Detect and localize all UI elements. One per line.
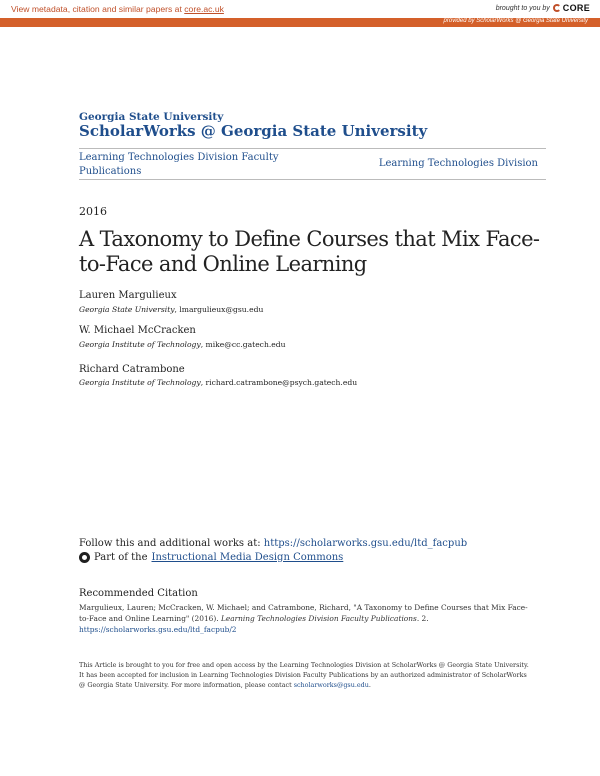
author-name: Lauren Margulieux — [79, 290, 177, 301]
citation-url-link[interactable]: https://scholarworks.gsu.edu/ltd_facpub/2 — [79, 625, 237, 634]
provided-by-text[interactable]: provided by ScholarWorks @ Georgia State University — [443, 18, 588, 24]
affiliation-name: Georgia Institute of Technology — [79, 340, 201, 349]
author-name: Richard Catrambone — [79, 364, 185, 375]
provider-bar — [0, 18, 600, 27]
access-statement-text: This Article is brought to you for free and open access by the Learning Technologies Division at ScholarWorks @ Georgia State University. It has been accepted for inclusion in Learning Technologies Division Faculty Publications by an authorized administrator of ScholarWorks @ Georgia State University. For more information, please contact — [79, 661, 529, 689]
author-email: , richard.catrambone@psych.gatech.edu — [200, 378, 358, 387]
core-link-text[interactable]: core.ac.uk — [184, 4, 224, 14]
follow-label: Follow this and additional works at: — [79, 538, 264, 549]
author-name: W. Michael McCracken — [79, 325, 196, 336]
institution-name[interactable]: Georgia State University — [79, 111, 224, 123]
core-brought-by[interactable] — [496, 3, 590, 13]
citation-journal: Learning Technologies Division Faculty Publications — [220, 614, 417, 623]
breadcrumb — [79, 148, 546, 180]
author-affiliation — [79, 305, 263, 314]
follow-url-link[interactable]: https://scholarworks.gsu.edu/ltd_facpub — [263, 538, 468, 549]
core-link-prefix: View metadata, citation and similar papers at — [11, 4, 185, 14]
commons-icon — [79, 552, 90, 563]
commons-link[interactable]: Instructional Media Design Commons — [151, 552, 344, 563]
part-of-label: Part of the — [94, 552, 148, 563]
core-metadata-link[interactable] — [11, 4, 224, 14]
follow-works — [79, 538, 467, 549]
publication-year: 2016 — [79, 205, 107, 218]
core-banner — [0, 0, 600, 18]
part-of — [79, 552, 343, 563]
access-statement — [79, 660, 529, 690]
division-link[interactable]: Learning Technologies Division — [378, 158, 538, 169]
affiliation-name: Georgia State University — [79, 305, 175, 314]
collection-link[interactable]: Learning Technologies Division Faculty Publications — [79, 152, 279, 177]
contact-email-link[interactable]: scholarworks@gsu.edu — [293, 681, 369, 689]
core-logo — [553, 3, 590, 13]
affiliation-name: Georgia Institute of Technology — [79, 378, 201, 387]
brought-by-text: brought to you by — [495, 4, 550, 12]
citation-body: Margulieux, Lauren; McCracken, W. Michael; and Catrambone, Richard, "A Taxonomy to Define Courses that Mix Face-to-Face and Online Learning" (2016). — [79, 603, 528, 623]
article-title: A Taxonomy to Define Courses that Mix Face-to-Face and Online Learning — [79, 227, 540, 276]
citation-number: . 2. — [416, 614, 429, 623]
repository-name[interactable]: ScholarWorks @ Georgia State University — [79, 122, 428, 140]
author-affiliation — [79, 340, 286, 349]
citation-heading: Recommended Citation — [79, 588, 198, 599]
author-affiliation — [79, 378, 357, 387]
author-email: , lmargulieux@gsu.edu — [174, 305, 264, 314]
core-logo-icon — [553, 4, 561, 12]
author-email: , mike@cc.gatech.edu — [200, 340, 286, 349]
citation-text — [79, 602, 529, 635]
core-logo-text: CORE — [562, 3, 590, 13]
statement-end: . — [368, 681, 371, 689]
